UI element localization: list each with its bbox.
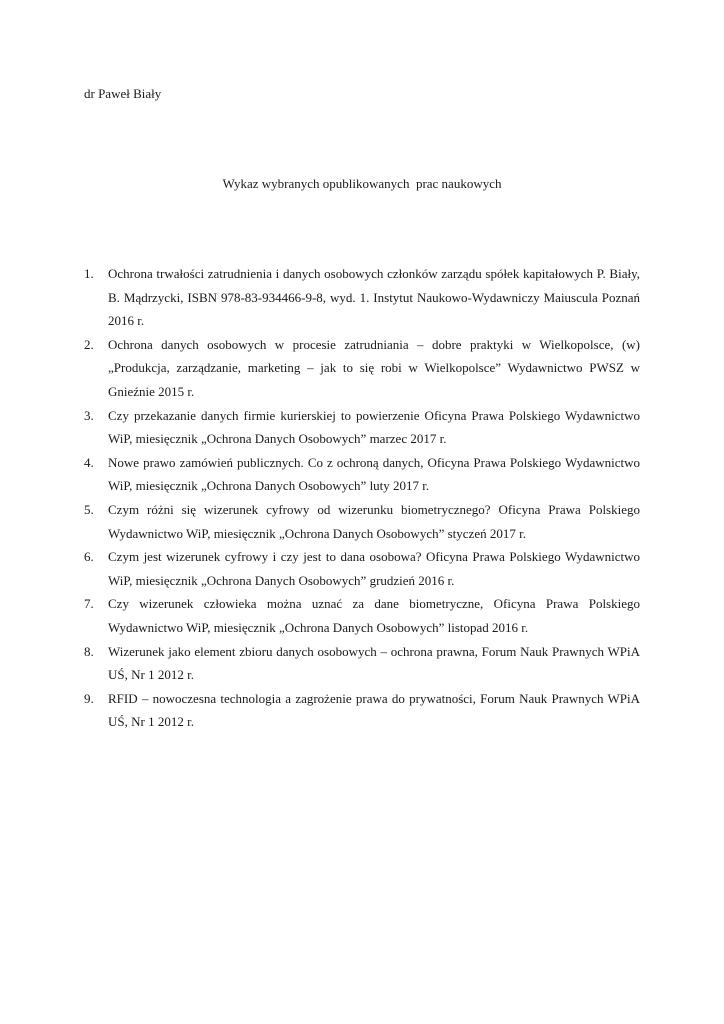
list-item-number: 9. [84, 690, 94, 706]
list-item-text: Czym różni się wizerunek cyfrowy od wizerunku biometrycznego? Oficyna Prawa Polskiego Wydawnictwo WiP, miesięcznik „Ochrona Danych Osobowych” styczeń 2017 r. [108, 501, 640, 541]
list-item-number: 3. [84, 407, 94, 423]
list-item [84, 498, 640, 545]
list-item-number: 1. [84, 266, 94, 281]
list-item-number: 4. [84, 454, 94, 470]
list-item-text: Ochrona trwałości zatrudnienia i danych osobowych członków zarządu spółek kapitałowych P. Biały, B. Mądrzycki, ISBN 978-83-934466-9-8, wyd. 1. Instytut Naukowo-Wydawniczy Maiuscula Poznań 2016 r. [108, 266, 640, 329]
author-name: dr Paweł Biały [84, 86, 162, 101]
list-item-number: 5. [84, 501, 94, 517]
list-item-text: Nowe prawo zamówień publicznych. Co z ochroną danych, Oficyna Prawa Polskiego Wydawnictwo WiP, miesięcznik „Ochrona Danych Osobowych” luty 2017 r. [108, 454, 640, 494]
list-item-text: Czy przekazanie danych firmie kurierskiej to powierzenie Oficyna Prawa Polskiego Wydawnictwo WiP, miesięcznik „Ochrona Danych Osobowych” marzec 2017 r. [108, 407, 640, 447]
list-item-text: RFID – nowoczesna technologia a zagrożenie prawa do prywatności, Forum Nauk Prawnych WPiA UŚ, Nr 1 2012 r. [108, 690, 640, 730]
list-item [84, 640, 640, 687]
list-item-number: 2. [84, 336, 94, 352]
list-item-text: Wizerunek jako element zbioru danych osobowych – ochrona prawna, Forum Nauk Prawnych WPiA UŚ, Nr 1 2012 r. [108, 643, 640, 683]
list-item [84, 262, 640, 333]
list-item-number: 8. [84, 643, 94, 659]
list-item-number: 7. [84, 596, 94, 612]
document-title: Wykaz wybranych opublikowanych prac naukowych [222, 176, 502, 191]
list-item-text: Ochrona danych osobowych w procesie zatrudniania – dobre praktyki w Wielkopolsce, (w) „Produkcja, zarządzanie, marketing – jak to się robi w Wielkopolsce” Wydawnictwo PWSZ w Gnieźnie 2015 r. [108, 336, 640, 399]
list-item [84, 592, 640, 639]
list-item [84, 687, 640, 734]
list-item [84, 451, 640, 498]
list-item [84, 545, 640, 592]
list-item-text: Czym jest wizerunek cyfrowy i czy jest to dana osobowa? Oficyna Prawa Polskiego Wydawnictwo WiP, miesięcznik „Ochrona Danych Osobowych” grudzień 2016 r. [108, 549, 640, 588]
list-item-text: Czy wizerunek człowieka można uznać za dane biometryczne, Oficyna Prawa Polskiego Wydawnictwo WiP, miesięcznik „Ochrona Danych Osobowych” listopad 2016 r. [108, 596, 640, 635]
list-item [84, 333, 640, 404]
publication-list [84, 262, 640, 734]
list-item [84, 404, 640, 451]
list-item-number: 6. [84, 549, 94, 565]
